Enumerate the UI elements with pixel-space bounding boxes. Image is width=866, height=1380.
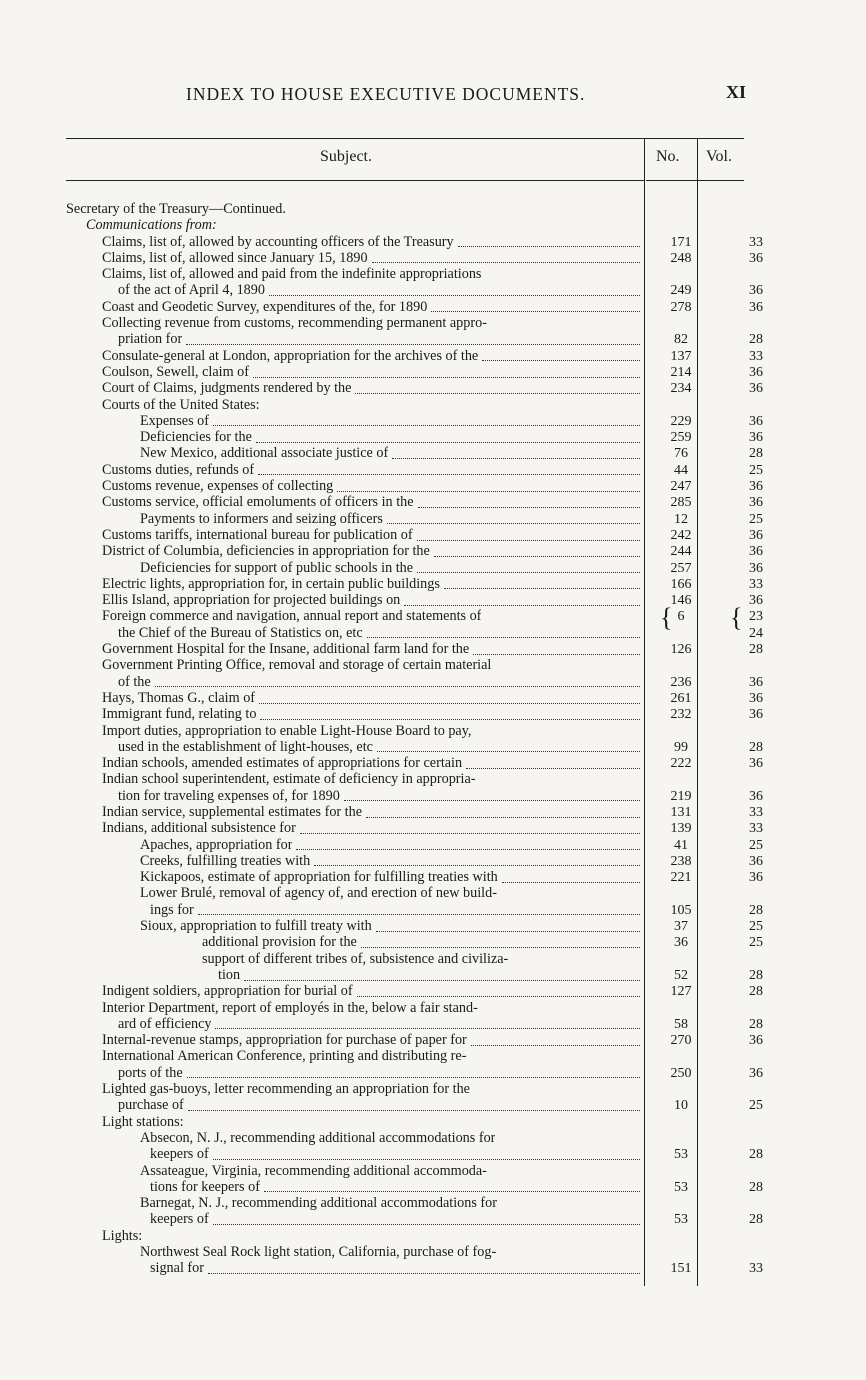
index-row bbox=[66, 1164, 766, 1180]
index-entry-subject: Customs revenue, expenses of collecting bbox=[102, 479, 334, 495]
header-rule-right bbox=[646, 180, 744, 181]
index-entry-number: 53 bbox=[674, 1147, 688, 1163]
index-entry-subject: Government Hospital for the Insane, additional farm land for the bbox=[102, 642, 470, 658]
dot-leader bbox=[269, 283, 640, 299]
index-entry-number: 137 bbox=[670, 348, 692, 364]
index-entry-volume: 33 bbox=[749, 234, 763, 250]
page-header bbox=[0, 84, 866, 110]
index-entry-subject: support of different tribes of, subsistence and civiliza- bbox=[202, 951, 509, 967]
index-row bbox=[66, 838, 766, 854]
index-entry-number: 146 bbox=[670, 593, 692, 609]
index-row bbox=[66, 446, 766, 462]
index-entry-subject: ings for bbox=[150, 902, 194, 918]
brace-vol: { bbox=[730, 603, 743, 633]
index-entry-number: 234 bbox=[670, 381, 692, 397]
index-entry-volume: 36 bbox=[749, 479, 763, 495]
dot-leader bbox=[434, 544, 640, 560]
index-entry-subject: Apaches, appropriation for bbox=[140, 837, 293, 853]
index-entry-number: 166 bbox=[670, 576, 692, 592]
index-entry-number: 250 bbox=[670, 1065, 692, 1081]
index-row bbox=[66, 512, 766, 528]
index-table bbox=[66, 202, 766, 1278]
index-entry-number: 248 bbox=[670, 250, 692, 266]
index-row bbox=[66, 430, 766, 446]
index-row bbox=[66, 283, 766, 299]
index-row bbox=[66, 398, 766, 414]
index-row bbox=[66, 1017, 766, 1033]
index-entry-subject: tions for keepers of bbox=[150, 1179, 260, 1195]
index-entry-subject: Communications from: bbox=[86, 218, 217, 234]
index-row bbox=[66, 316, 766, 332]
index-entry-number: 171 bbox=[670, 234, 692, 250]
index-entry-volume: 36 bbox=[749, 381, 763, 397]
index-entry-volume: 25 bbox=[749, 919, 763, 935]
index-entry-subject: Interior Department, report of employés in the, below a fair stand- bbox=[102, 1000, 478, 1016]
dot-leader bbox=[355, 381, 640, 397]
index-row bbox=[66, 756, 766, 772]
index-entry-subject: Government Printing Office, removal and storage of certain material bbox=[102, 658, 492, 674]
index-entry-subject: Creeks, fulfilling treaties with bbox=[140, 853, 311, 869]
index-row bbox=[66, 300, 766, 316]
index-entry-volume: 25 bbox=[749, 837, 763, 853]
index-entry-volume: 33 bbox=[749, 348, 763, 364]
dot-leader bbox=[444, 577, 640, 593]
index-entry-volume: 36 bbox=[749, 870, 763, 886]
index-entry-number: 278 bbox=[670, 299, 692, 315]
index-entry-subject: Claims, list of, allowed by accounting officers of the Treasury bbox=[102, 234, 454, 250]
index-entry-volume: 36 bbox=[749, 544, 763, 560]
dot-leader bbox=[471, 1033, 640, 1049]
index-entry-subject: additional provision for the bbox=[202, 935, 357, 951]
index-entry-volume: 36 bbox=[749, 593, 763, 609]
index-entry-subject: Indigent soldiers, appropriation for burial of bbox=[102, 984, 353, 1000]
index-entry-subject: Assateague, Virginia, recommending additional accommoda- bbox=[140, 1163, 487, 1179]
index-entry-number: 229 bbox=[670, 413, 692, 429]
index-entry-subject: Secretary of the Treasury—Continued. bbox=[66, 202, 286, 217]
index-entry-subject: Indian school superintendent, estimate of deficiency in appropria- bbox=[102, 772, 476, 788]
index-entry-number: 247 bbox=[670, 479, 692, 495]
dot-leader bbox=[404, 593, 640, 609]
index-row bbox=[66, 544, 766, 560]
index-entry-volume: 28 bbox=[749, 967, 763, 983]
index-row bbox=[66, 691, 766, 707]
index-entry-subject: of the bbox=[118, 674, 151, 690]
index-entry-subject: Expenses of bbox=[140, 413, 209, 429]
index-entry-number: 244 bbox=[670, 544, 692, 560]
dot-leader bbox=[366, 805, 640, 821]
dot-leader bbox=[392, 446, 640, 462]
index-row bbox=[66, 772, 766, 788]
index-entry-subject: Consulate-general at London, appropriation for the archives of the bbox=[102, 348, 479, 364]
index-entry-number: 242 bbox=[670, 527, 692, 543]
dot-leader bbox=[361, 935, 640, 951]
index-entry-subject: Collecting revenue from customs, recommending permanent appro- bbox=[102, 316, 487, 332]
dot-leader bbox=[256, 430, 640, 446]
index-entry-volume: 25 bbox=[749, 935, 763, 951]
index-entry-subject: Ellis Island, appropriation for projected buildings on bbox=[102, 593, 401, 609]
index-entry-volume: 36 bbox=[749, 527, 763, 543]
index-row bbox=[66, 968, 766, 984]
dot-leader bbox=[264, 1180, 640, 1196]
index-entry-subject: International American Conference, printing and distributing re- bbox=[102, 1049, 467, 1065]
dot-leader bbox=[387, 512, 640, 528]
index-entry-volume: 33 bbox=[749, 1261, 763, 1277]
index-row bbox=[66, 365, 766, 381]
index-row bbox=[66, 789, 766, 805]
dot-leader bbox=[260, 707, 640, 723]
index-entry-number: 131 bbox=[670, 804, 692, 820]
index-entry-volume: 36 bbox=[749, 250, 763, 266]
index-row bbox=[66, 349, 766, 365]
dot-leader bbox=[376, 919, 640, 935]
index-row bbox=[66, 707, 766, 723]
index-entry-subject: Hays, Thomas G., claim of bbox=[102, 690, 256, 706]
dot-leader bbox=[314, 854, 640, 870]
dot-leader bbox=[482, 349, 640, 365]
index-entry-subject: Internal-revenue stamps, appropriation for purchase of paper for bbox=[102, 1033, 467, 1049]
index-entry-subject: used in the establishment of light-houses, etc bbox=[118, 739, 373, 755]
dot-leader bbox=[473, 642, 640, 658]
dot-leader bbox=[377, 740, 640, 756]
index-entry-subject: Claims, list of, allowed and paid from the indefinite appropriations bbox=[102, 267, 482, 283]
index-entry-volume: 28 bbox=[749, 1179, 763, 1195]
index-entry-subject: New Mexico, additional associate justice of bbox=[140, 446, 389, 462]
index-row bbox=[66, 984, 766, 1000]
index-entry-subject: Indian schools, amended estimates of appropriations for certain bbox=[102, 756, 463, 772]
index-entry-subject: Courts of the United States: bbox=[102, 397, 260, 413]
index-row bbox=[66, 528, 766, 544]
index-entry-number: 238 bbox=[670, 853, 692, 869]
dot-leader bbox=[213, 1147, 640, 1163]
index-entry-volume: 36 bbox=[749, 299, 763, 315]
dot-leader bbox=[372, 251, 640, 267]
index-entry-number: 151 bbox=[670, 1261, 692, 1277]
index-entry-subject: Light stations: bbox=[102, 1114, 184, 1130]
index-entry-number: 261 bbox=[670, 690, 692, 706]
index-entry-volume: 36 bbox=[749, 690, 763, 706]
index-entry-number: 44 bbox=[674, 462, 688, 478]
index-entry-subject: keepers of bbox=[150, 1212, 209, 1228]
index-entry-volume: 36 bbox=[749, 364, 763, 380]
index-entry-volume: 36 bbox=[749, 413, 763, 429]
index-entry-subject: signal for bbox=[150, 1261, 204, 1277]
index-entry-subject: of the act of April 4, 1890 bbox=[118, 283, 265, 299]
column-header-no: No. bbox=[656, 148, 680, 165]
index-entry-subject: Coulson, Sewell, claim of bbox=[102, 364, 249, 380]
index-entry-volume: 36 bbox=[749, 756, 763, 772]
index-entry-subject: Court of Claims, judgments rendered by the bbox=[102, 381, 352, 397]
dot-leader bbox=[502, 870, 640, 886]
index-entry-number: 249 bbox=[670, 283, 692, 299]
index-entry-number: 10 bbox=[674, 1098, 688, 1114]
index-entry-number: 76 bbox=[674, 446, 688, 462]
index-entry-subject: Customs tariffs, international bureau for publication of bbox=[102, 527, 413, 543]
index-row bbox=[66, 886, 766, 902]
index-entry-subject: Payments to informers and seizing officers bbox=[140, 511, 383, 527]
index-row bbox=[66, 724, 766, 740]
index-entry-volume: 36 bbox=[749, 674, 763, 690]
index-entry-number: 221 bbox=[670, 870, 692, 886]
header-rule bbox=[66, 180, 644, 181]
index-row bbox=[66, 854, 766, 870]
index-row bbox=[66, 642, 766, 658]
index-entry-subject: Kickapoos, estimate of appropriation for fulfilling treaties with bbox=[140, 870, 498, 886]
index-row bbox=[66, 561, 766, 577]
index-entry-subject: Customs duties, refunds of bbox=[102, 462, 255, 478]
dot-leader bbox=[417, 528, 640, 544]
dot-leader bbox=[337, 479, 640, 495]
index-row bbox=[66, 1049, 766, 1065]
index-row bbox=[66, 1196, 766, 1212]
index-entry-subject: the Chief of the Bureau of Statistics on, etc bbox=[118, 625, 363, 641]
index-entry-number: 139 bbox=[670, 821, 692, 837]
index-entry-volume: 36 bbox=[749, 1033, 763, 1049]
index-row bbox=[66, 1147, 766, 1163]
index-row bbox=[66, 267, 766, 283]
index-row bbox=[66, 414, 766, 430]
index-entry-number: 219 bbox=[670, 788, 692, 804]
index-entry-number: 6 bbox=[677, 609, 685, 625]
index-entry-subject: Deficiencies for the bbox=[140, 430, 252, 446]
index-entry-volume: 25 bbox=[749, 1098, 763, 1114]
index-entry-volume: 28 bbox=[749, 739, 763, 755]
index-entry-number: 232 bbox=[670, 707, 692, 723]
dot-leader bbox=[431, 300, 640, 316]
index-row bbox=[66, 1261, 766, 1277]
running-title: INDEX TO HOUSE EXECUTIVE DOCUMENTS. bbox=[186, 84, 586, 104]
index-entry-subject: tion bbox=[218, 967, 241, 983]
dot-leader bbox=[186, 332, 640, 348]
index-row bbox=[66, 332, 766, 348]
index-row bbox=[66, 952, 766, 968]
index-entry-volume: 36 bbox=[749, 495, 763, 511]
dot-leader bbox=[466, 756, 640, 772]
index-entry-volume: 36 bbox=[749, 853, 763, 869]
index-row bbox=[66, 805, 766, 821]
index-entry-number: 58 bbox=[674, 1016, 688, 1032]
dot-leader bbox=[253, 365, 640, 381]
index-row bbox=[66, 577, 766, 593]
dot-leader bbox=[188, 1098, 640, 1114]
index-entry-subject: ard of efficiency bbox=[118, 1016, 212, 1032]
index-entry-number: 214 bbox=[670, 364, 692, 380]
dot-leader bbox=[296, 838, 640, 854]
index-entry-number: 270 bbox=[670, 1033, 692, 1049]
index-entry-volume: 28 bbox=[749, 1016, 763, 1032]
index-entry-subject: Lights: bbox=[102, 1228, 143, 1244]
index-entry-volume: 36 bbox=[749, 283, 763, 299]
index-row bbox=[66, 381, 766, 397]
index-entry-subject: Barnegat, N. J., recommending additional accommodations for bbox=[140, 1196, 497, 1212]
index-row bbox=[66, 870, 766, 886]
index-entry-subject: tion for traveling expenses of, for 1890 bbox=[118, 788, 340, 804]
index-entry-number: 127 bbox=[670, 984, 692, 1000]
index-row bbox=[66, 1033, 766, 1049]
index-entry-number: 259 bbox=[670, 430, 692, 446]
index-entry-subject: Indians, additional subsistence for bbox=[102, 821, 296, 837]
column-header-vol: Vol. bbox=[706, 148, 732, 165]
index-entry-subject: purchase of bbox=[118, 1098, 184, 1114]
index-entry-number: 82 bbox=[674, 332, 688, 348]
index-entry-subject: Indian service, supplemental estimates for the bbox=[102, 804, 363, 820]
brace-no: { bbox=[660, 603, 673, 633]
index-entry-volume: 28 bbox=[749, 984, 763, 1000]
dot-leader bbox=[258, 463, 640, 479]
dot-leader bbox=[198, 903, 640, 919]
index-entry-volume: 33 bbox=[749, 821, 763, 837]
index-row bbox=[66, 903, 766, 919]
dot-leader bbox=[187, 1066, 640, 1082]
index-entry-number: 41 bbox=[674, 837, 688, 853]
index-entry-volume: 36 bbox=[749, 788, 763, 804]
index-entry-subject: Absecon, N. J., recommending additional accommodations for bbox=[140, 1130, 496, 1146]
index-row bbox=[66, 1229, 766, 1245]
index-entry-volume: 28 bbox=[749, 332, 763, 348]
index-entry-volume: 28 bbox=[749, 902, 763, 918]
index-entry-subject: Foreign commerce and navigation, annual report and statements of bbox=[102, 609, 482, 625]
index-entry-volume: 28 bbox=[749, 1147, 763, 1163]
index-entry-number: 99 bbox=[674, 739, 688, 755]
index-entry-subject: Customs service, official emoluments of officers in the bbox=[102, 495, 414, 511]
index-row bbox=[66, 218, 766, 234]
top-rule bbox=[66, 138, 744, 139]
index-row bbox=[66, 740, 766, 756]
index-row bbox=[66, 1066, 766, 1082]
index-entry-volume: 28 bbox=[749, 1212, 763, 1228]
index-row bbox=[66, 1131, 766, 1147]
index-entry-subject: Import duties, appropriation to enable Light-House Board to pay, bbox=[102, 723, 472, 739]
dot-leader bbox=[208, 1261, 640, 1277]
page-number: XI bbox=[726, 82, 747, 102]
index-row bbox=[66, 658, 766, 674]
index-entry-volume: 25 bbox=[749, 462, 763, 478]
dot-leader bbox=[244, 968, 640, 984]
index-row bbox=[66, 1212, 766, 1228]
dot-leader bbox=[458, 235, 640, 251]
index-entry-number: 52 bbox=[674, 967, 688, 983]
index-entry-volume: 28 bbox=[749, 446, 763, 462]
dot-leader bbox=[215, 1017, 640, 1033]
index-entry-subject: priation for bbox=[118, 332, 183, 348]
index-entry-subject: Lighted gas-buoys, letter recommending an appropriation for the bbox=[102, 1082, 470, 1098]
index-entry-subject: Electric lights, appropriation for, in certain public buildings bbox=[102, 576, 440, 592]
index-row bbox=[66, 251, 766, 267]
dot-leader bbox=[213, 414, 640, 430]
index-entry-number: 285 bbox=[670, 495, 692, 511]
index-entry-number: 105 bbox=[670, 902, 692, 918]
dot-leader bbox=[367, 626, 640, 642]
index-row bbox=[66, 1001, 766, 1017]
index-entry-volume: 25 bbox=[749, 511, 763, 527]
index-row bbox=[66, 479, 766, 495]
dot-leader bbox=[300, 821, 640, 837]
index-entry-volume: 28 bbox=[749, 642, 763, 658]
index-entry-number: 53 bbox=[674, 1212, 688, 1228]
dot-leader bbox=[417, 561, 640, 577]
index-entry-volume: 36 bbox=[749, 560, 763, 576]
index-entry-number: 37 bbox=[674, 919, 688, 935]
index-row bbox=[66, 919, 766, 935]
index-entry-number: 257 bbox=[670, 560, 692, 576]
index-row bbox=[66, 202, 766, 218]
index-entry-subject: District of Columbia, deficiencies in appropriation for the bbox=[102, 544, 430, 560]
index-row bbox=[66, 463, 766, 479]
index-row bbox=[66, 235, 766, 251]
dot-leader bbox=[213, 1212, 640, 1228]
index-row bbox=[66, 1082, 766, 1098]
index-entry-volume: 36 bbox=[749, 707, 763, 723]
dot-leader bbox=[259, 691, 640, 707]
index-entry-subject: Northwest Seal Rock light station, California, purchase of fog- bbox=[140, 1245, 497, 1260]
index-entry-number: 12 bbox=[674, 511, 688, 527]
dot-leader bbox=[418, 495, 640, 511]
index-entry-subject: Sioux, appropriation to fulfill treaty with bbox=[140, 919, 372, 935]
index-entry-subject: Claims, list of, allowed since January 15, 1890 bbox=[102, 250, 368, 266]
dot-leader bbox=[357, 984, 640, 1000]
index-entry-volume: 36 bbox=[749, 1065, 763, 1081]
index-entry-subject: Lower Brulé, removal of agency of, and erection of new build- bbox=[140, 886, 497, 902]
index-row bbox=[66, 675, 766, 691]
index-entry-volume: 33 bbox=[749, 576, 763, 592]
index-row bbox=[66, 1115, 766, 1131]
dot-leader bbox=[155, 675, 640, 691]
column-header-subject: Subject. bbox=[320, 148, 372, 165]
index-entry-subject: Coast and Geodetic Survey, expenditures of the, for 1890 bbox=[102, 299, 428, 315]
index-entry-subject: ports of the bbox=[118, 1065, 183, 1081]
index-entry-volume: 36 bbox=[749, 430, 763, 446]
index-entry-subject: Deficiencies for support of public schools in the bbox=[140, 560, 414, 576]
index-entry-subject: Immigrant fund, relating to bbox=[102, 707, 257, 723]
index-entry-volume: 33 bbox=[749, 804, 763, 820]
index-entry-number: 222 bbox=[670, 756, 692, 772]
index-entry-number: 126 bbox=[670, 642, 692, 658]
index-entry-volume: 24 bbox=[749, 625, 763, 641]
index-row bbox=[66, 1098, 766, 1114]
index-row bbox=[66, 935, 766, 951]
index-entry-volume: 23 bbox=[749, 609, 763, 625]
dot-leader bbox=[344, 789, 640, 805]
index-row bbox=[66, 1245, 766, 1261]
index-row bbox=[66, 1180, 766, 1196]
index-entry-number: 53 bbox=[674, 1179, 688, 1195]
index-entry-number: 236 bbox=[670, 674, 692, 690]
index-row bbox=[66, 626, 766, 642]
index-entry-number: 36 bbox=[674, 935, 688, 951]
index-row bbox=[66, 495, 766, 511]
index-entry-subject: keepers of bbox=[150, 1147, 209, 1163]
index-row bbox=[66, 821, 766, 837]
